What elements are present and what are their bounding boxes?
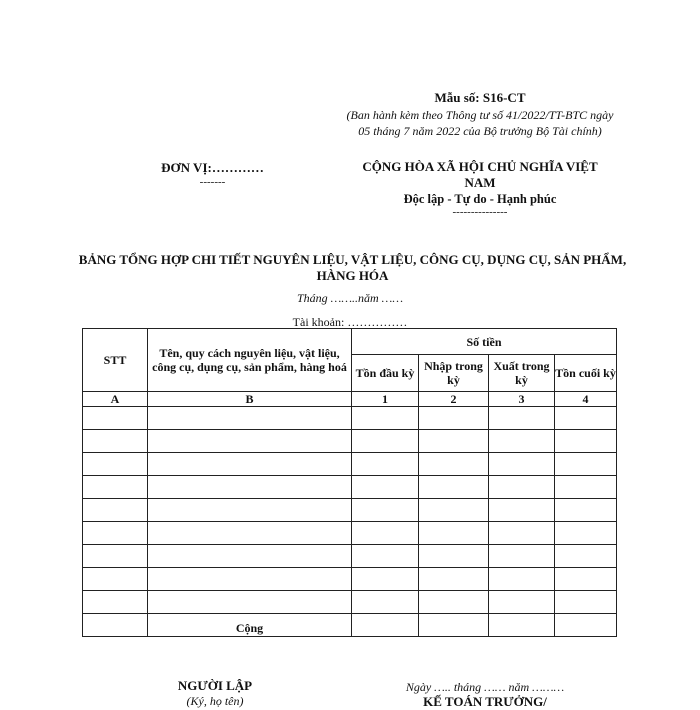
total-label: Cộng	[148, 614, 352, 637]
code-cell: A	[83, 392, 148, 407]
header-export: Xuất trong kỳ	[489, 355, 555, 392]
table-row	[83, 407, 617, 430]
code-cell: 4	[555, 392, 617, 407]
table-row	[83, 522, 617, 545]
header-opening-balance: Tồn đầu kỳ	[352, 355, 419, 392]
header-closing-balance: Tồn cuối kỳ	[555, 355, 617, 392]
code-cell: 3	[489, 392, 555, 407]
report-title: BẢNG TỔNG HỢP CHI TIẾT NGUYÊN LIỆU, VẬT LIỆU, CÔNG CỤ, DỤNG CỤ, SẢN PHẨM, HÀNG HÓA	[78, 252, 627, 283]
account-line: Tài khoản: ……………	[292, 315, 408, 329]
code-cell: B	[148, 392, 352, 407]
table-row	[83, 568, 617, 591]
code-cell: 2	[419, 392, 489, 407]
header-amount-group: Số tiền	[352, 329, 617, 355]
table-row	[83, 476, 617, 499]
ledger-table	[82, 328, 617, 637]
date-line: Ngày ….. tháng …… năm ………	[405, 680, 565, 694]
header-stt: STT	[83, 329, 148, 392]
period-line: Tháng ……..năm ……	[296, 291, 404, 305]
motto-divider: ---------------	[452, 206, 508, 218]
table-row	[83, 499, 617, 522]
table-row	[83, 545, 617, 568]
table-row	[83, 591, 617, 614]
chief-accountant-title: KẾ TOÁN TRƯỞNG/	[423, 694, 547, 709]
nation-title: CỘNG HÒA XÃ HỘI CHỦ NGHĨA VIỆT NAM	[362, 159, 598, 190]
header-import: Nhập trong kỳ	[419, 355, 489, 392]
unit-divider: -------	[199, 176, 226, 188]
preparer-title: NGƯỜI LẬP	[177, 678, 253, 693]
issuance-note: (Ban hành kèm theo Thông tư số 41/2022/TT-BTC ngày 05 tháng 7 năm 2022 của Bộ trưởng Bộ Tài chính)	[346, 108, 614, 138]
unit-label: ĐƠN VỊ:…………	[161, 160, 264, 175]
motto: Độc lập - Tự do - Hạnh phúc	[403, 192, 557, 206]
preparer-sign-note: (Ký, họ tên)	[186, 694, 244, 708]
code-row	[83, 392, 617, 407]
header-item-name: Tên, quy cách nguyên liệu, vật liệu, công cụ, dụng cụ, sản phẩm, hàng hoá	[148, 329, 352, 392]
table-row	[83, 453, 617, 476]
total-row	[83, 614, 617, 637]
code-cell: 1	[352, 392, 419, 407]
table-row	[83, 430, 617, 453]
form-code: Mẫu số: S16-CT	[434, 90, 526, 105]
